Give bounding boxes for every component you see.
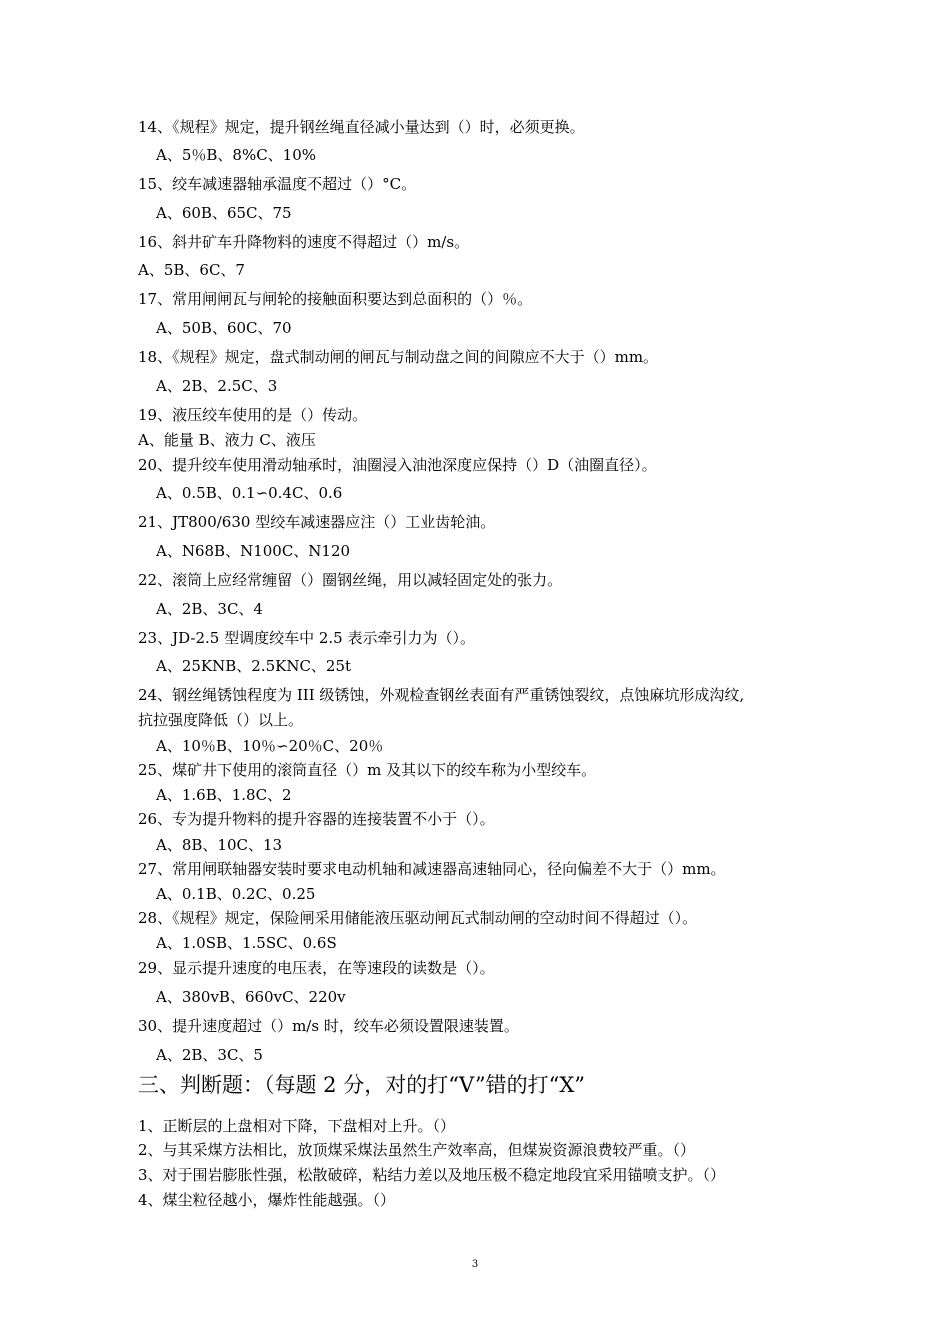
question-24: 24、钢丝绳锈蚀程度为 III 级锈蚀，外观检查钢丝表面有严重锈蚀裂纹，点蚀麻坑形成沟纹, xyxy=(138,686,745,704)
options-16: A、5B、6C、7 xyxy=(138,261,245,279)
options-20: A、0.5B、0.1∽0.4C、0.6 xyxy=(156,484,343,502)
options-29: A、380vB、660vC、220v xyxy=(156,988,346,1006)
question-30: 30、提升速度超过（）m/s 时，绞车必须设置限速装置。 xyxy=(138,1017,519,1035)
judgment-item-2: 2、与其采煤方法相比，放顶煤采煤法虽然生产效率高，但煤炭资源浪费较严重。（） xyxy=(138,1141,696,1159)
question-17: 17、常用闸闸瓦与闸轮的接触面积要达到总面积的（）％。 xyxy=(138,290,533,308)
options-26: A、8B、10C、13 xyxy=(156,836,283,854)
options-25: A、1.6B、1.8C、2 xyxy=(156,786,292,804)
section-title-judgment: 三、判断题：（每题 2 分，对的打“V”错的打“X” xyxy=(138,1073,586,1097)
options-22: A、2B、3C、4 xyxy=(156,600,263,618)
options-30: A、2B、3C、5 xyxy=(156,1046,263,1064)
question-20: 20、提升绞车使用滑动轴承时，油圈浸入油池深度应保持（）D（油圈直径）。 xyxy=(138,456,657,474)
question-25: 25、煤矿井下使用的滚筒直径（）m 及其以下的绞车称为小型绞车。 xyxy=(138,761,597,779)
question-27: 27、常用闸联轴器安装时要求电动机轴和减速器高速轴同心，径向偏差不大于（）mm。 xyxy=(138,860,726,878)
question-19: 19、液压绞车使用的是（）传动。 xyxy=(138,406,368,424)
question-28: 28、《规程》规定，保险闸采用储能液压驱动闸瓦式制动闸的空动时间不得超过（）。 xyxy=(138,909,698,927)
question-21: 21、JT800/630 型绞车减速器应注（）工业齿轮油。 xyxy=(138,513,496,531)
question-18: 18、《规程》规定，盘式制动闸的闸瓦与制动盘之间的间隙应不大于（）mm。 xyxy=(138,348,659,366)
options-27: A、0.1B、0.2C、0.25 xyxy=(156,885,316,903)
options-21: A、N68B、N100C、N120 xyxy=(156,542,351,560)
options-18: A、2B、2.5C、3 xyxy=(156,377,278,395)
options-15: A、60B、65C、75 xyxy=(156,204,292,222)
question-23: 23、JD-2.5 型调度绞车中 2.5 表示牵引力为（）。 xyxy=(138,629,475,647)
options-19: A、能量 B、液力 C、液压 xyxy=(138,431,316,449)
judgment-item-4: 4、煤尘粒径越小，爆炸性能越强。（） xyxy=(138,1191,396,1209)
question-14: 14、《规程》规定，提升钢丝绳直径减小量达到（）时，必须更换。 xyxy=(138,118,585,136)
options-24: A、10％B、10％∽20％C、20％ xyxy=(156,737,384,755)
question-15: 15、绞车减速器轴承温度不超过（）°C。 xyxy=(138,175,417,193)
options-23: A、25KNB、2.5KNC、25t xyxy=(156,657,352,675)
page-number: 3 xyxy=(471,1259,479,1270)
judgment-item-3: 3、对于围岩膨胀性强，松散破碎，粘结力差以及地压极不稳定地段宜采用锚喷支护。（） xyxy=(138,1166,726,1184)
question-26: 26、专为提升物料的提升容器的连接装置不小于（）。 xyxy=(138,810,495,828)
options-14: A、5％B、8%C、10% xyxy=(156,146,317,164)
options-28: A、1.0SB、1.5SC、0.6S xyxy=(156,934,337,952)
question-24-cont: 抗拉强度降低（）以上。 xyxy=(138,711,304,729)
question-29: 29、显示提升速度的电压表，在等速段的读数是（）。 xyxy=(138,959,495,977)
judgment-item-1: 1、正断层的上盘相对下降，下盘相对上升。（） xyxy=(138,1117,456,1135)
question-16: 16、斜井矿车升降物料的速度不得超过（）m/s。 xyxy=(138,233,470,251)
question-22: 22、滚筒上应经常缠留（）圈钢丝绳，用以减轻固定处的张力。 xyxy=(138,571,563,589)
options-17: A、50B、60C、70 xyxy=(156,319,292,337)
